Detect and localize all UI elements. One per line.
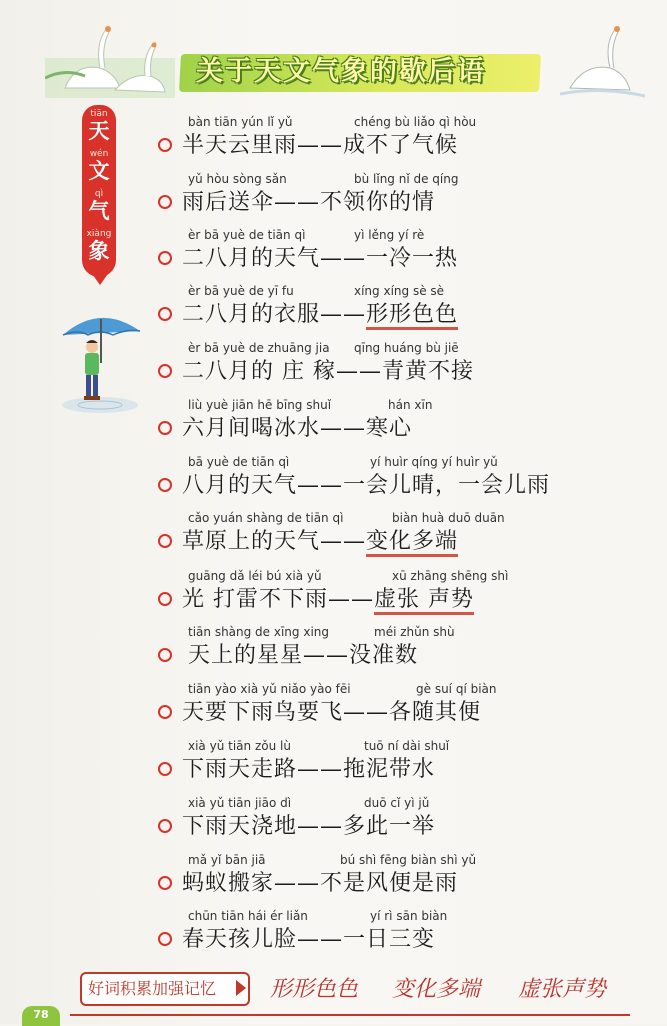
bullet-circle: [158, 251, 172, 265]
vocab-word: 虚张声势: [518, 977, 607, 1002]
vocab-word: 变化多端: [392, 977, 481, 1002]
proverb-item: [158, 620, 628, 676]
vocab-word: 形形色色: [270, 977, 359, 1002]
proverb-item: [158, 336, 628, 392]
proverb-item: [158, 848, 628, 904]
proverb-text: 蚂蚁搬家——不是风便是雨: [182, 871, 459, 896]
pinyin-first: èr bā yuè de tiān qì: [188, 228, 306, 242]
page-footer: [0, 962, 667, 1024]
swan-illustration: [45, 18, 175, 98]
proverb-item: [158, 167, 628, 223]
pinyin-first: èr bā yuè de zhuāng jia: [188, 341, 330, 355]
category-char: wén 文: [88, 149, 110, 183]
category-char: tiān 天: [88, 109, 110, 143]
bullet-circle: [158, 421, 172, 435]
proverb-text: 光 打雷不下雨——虚张 声势: [182, 584, 474, 616]
pinyin-second: bú shì fēng biàn shì yǔ: [340, 853, 477, 867]
underlined-idiom: 虚张 声势: [374, 587, 474, 615]
pinyin-second: duō cǐ yì jǔ: [364, 796, 430, 810]
pinyin-first: mǎ yǐ bān jiā: [188, 853, 266, 867]
bullet-circle: [158, 819, 172, 833]
proverb-text: 下雨天浇地——多此一举: [182, 814, 436, 839]
label-tail: [90, 271, 110, 285]
pinyin-second: qīng huáng bù jiē: [354, 341, 459, 355]
pinyin-first: tiān yào xià yǔ niǎo yào fēi: [188, 682, 351, 696]
proverb-item: [158, 564, 628, 620]
pinyin-second: gè suí qí biàn: [416, 682, 497, 696]
pinyin-first: guāng dǎ léi bú xià yǔ: [188, 569, 322, 583]
bullet-circle: [158, 364, 172, 378]
pinyin-first: bàn tiān yún lǐ yǔ: [188, 115, 293, 129]
proverb-item: [158, 279, 628, 335]
pinyin-first: tiān shàng de xīng xing: [188, 625, 330, 639]
proverb-text: 二八月的 庄 稼——青黄不接: [182, 359, 475, 384]
pinyin-second: xū zhāng shēng shì: [392, 569, 509, 583]
bullet-circle: [158, 307, 172, 321]
pinyin-first: xià yǔ tiān zǒu lù: [188, 739, 291, 753]
pinyin-second: biàn huà duō duān: [392, 511, 505, 525]
pinyin-first: bā yuè de tiān qì: [188, 455, 290, 469]
vocab-box: [80, 972, 250, 1006]
proverb-text: 下雨天走路——拖泥带水: [182, 757, 436, 782]
bullet-circle: [158, 762, 172, 776]
pinyin-second: yì lěng yí rè: [354, 228, 425, 242]
swan-icon: [560, 18, 645, 103]
proverb-text: 二八月的衣服——形形色色: [182, 299, 458, 331]
bullet-circle: [158, 534, 172, 548]
pinyin-first: yǔ hòu sòng sǎn: [188, 172, 287, 186]
proverb-text: 天要下雨鸟要飞——各随其便: [182, 700, 482, 725]
pinyin-first: liù yuè jiān hē bīng shuǐ: [188, 398, 332, 412]
category-label: [82, 105, 116, 277]
bullet-circle: [158, 648, 172, 662]
bullet-circle: [158, 705, 172, 719]
pinyin-first: èr bā yuè de yī fu: [188, 284, 294, 298]
proverb-item: [158, 110, 628, 166]
vocab-heading: 好词积累加强记忆: [88, 979, 217, 998]
child-with-umbrella-illustration: [58, 305, 148, 420]
proverb-item: [158, 450, 628, 506]
pinyin-second: tuō ní dài shuǐ: [364, 739, 450, 753]
proverb-text: 草原上的天气——变化多端: [182, 526, 458, 558]
proverb-text: 二八月的天气——一冷一热: [182, 246, 459, 271]
bullet-circle: [158, 138, 172, 152]
underlined-idiom: 变化多端: [366, 529, 458, 557]
bullet-circle: [158, 876, 172, 890]
proverb-item: [158, 223, 628, 279]
proverb-text: 八月的天气——一会儿晴，一会儿雨: [182, 473, 551, 498]
bullet-circle: [158, 195, 172, 209]
proverb-item: [158, 734, 628, 790]
pinyin-second: yí huìr qíng yí huìr yǔ: [370, 455, 498, 469]
proverb-text: 春天孩儿脸——一日三变: [182, 927, 436, 952]
arrow-icon: [236, 980, 246, 996]
proverb-text: 半天云里雨——成不了气候: [182, 133, 459, 158]
pinyin-second: yí rì sān biàn: [370, 909, 448, 923]
page-header: [0, 0, 667, 105]
proverb-item: [158, 904, 628, 960]
proverb-item: [158, 506, 628, 562]
bullet-circle: [158, 478, 172, 492]
category-char: qì 气: [88, 189, 110, 223]
underlined-idiom: 形形色色: [366, 302, 458, 330]
page-title: 关于天文气象的歇后语: [196, 56, 486, 87]
proverb-text: 雨后送伞——不领你的情: [182, 190, 436, 215]
pinyin-first: chūn tiān hái ér liǎn: [188, 909, 308, 923]
pinyin-second: xíng xíng sè sè: [354, 284, 445, 298]
pinyin-second: hán xīn: [388, 398, 433, 412]
pinyin-first: xià yǔ tiān jiāo dì: [188, 796, 292, 810]
category-char: xiàng 象: [86, 229, 112, 263]
proverb-item: [158, 393, 628, 449]
page-number-badge: [22, 1006, 60, 1026]
pinyin-second: chéng bù liǎo qì hòu: [354, 115, 477, 129]
bullet-circle: [158, 592, 172, 606]
footer-divider: [70, 1014, 630, 1016]
proverb-item: [158, 791, 628, 847]
proverb-text: 六月间喝冰水——寒心: [182, 416, 413, 441]
pinyin-second: méi zhǔn shù: [374, 625, 455, 639]
page-number: 78: [33, 1008, 49, 1021]
pinyin-first: cǎo yuán shàng de tiān qì: [188, 511, 344, 525]
proverb-text: 天上的星星——没准数: [188, 643, 419, 668]
bullet-circle: [158, 932, 172, 946]
pinyin-second: bù lǐng nǐ de qíng: [354, 172, 459, 186]
proverb-item: [158, 677, 628, 733]
